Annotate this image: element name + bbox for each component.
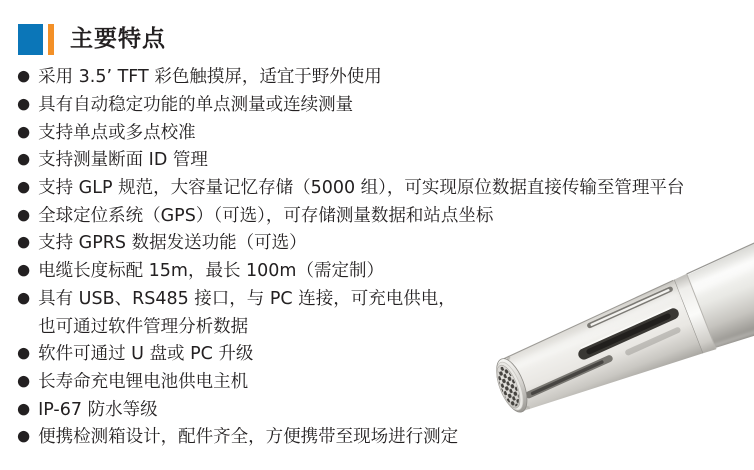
feature-item bbox=[17, 200, 684, 228]
feature-text: 支持单点或多点校准 bbox=[38, 122, 196, 143]
feature-text: 支持 GPRS 数据发送功能（可选） bbox=[38, 233, 307, 254]
feature-text: 支持测量断面 ID 管理 bbox=[38, 150, 208, 171]
feature-text: 长寿命充电锂电池供电主机 bbox=[38, 371, 249, 392]
bullet-icon: ● bbox=[17, 426, 31, 445]
bullet-icon: ● bbox=[17, 371, 31, 390]
bullet-icon: ● bbox=[17, 343, 31, 362]
feature-item bbox=[17, 117, 684, 145]
section-title: 主要特点 bbox=[70, 26, 166, 52]
feature-item bbox=[17, 228, 684, 256]
bullet-icon: ● bbox=[17, 122, 31, 141]
feature-item bbox=[17, 256, 684, 284]
feature-list bbox=[17, 62, 684, 450]
feature-text: IP-67 防水等级 bbox=[38, 399, 158, 420]
bullet-icon: ● bbox=[17, 288, 31, 307]
feature-text: 软件可通过 U 盘或 PC 升级 bbox=[38, 344, 254, 365]
feature-text: 支持 GLP 规范，大容量记忆存储（5000 组），可实现原位数据直接传输至管理平台 bbox=[38, 178, 685, 199]
feature-text: 也可通过软件管理分析数据 bbox=[38, 316, 249, 337]
feature-text: 具有 USB、RS485 接口，与 PC 连接，可充电供电， bbox=[38, 288, 456, 309]
feature-item bbox=[17, 90, 684, 118]
feature-item bbox=[17, 284, 684, 312]
feature-text: 便携检测箱设计，配件齐全，方便携带至现场进行测定 bbox=[38, 427, 459, 448]
feature-text: 电缆长度标配 15m，最长 100m（需定制） bbox=[38, 261, 384, 282]
feature-item-continuation bbox=[17, 311, 684, 339]
feature-item bbox=[17, 62, 684, 90]
section-header bbox=[18, 24, 166, 55]
probe-shaft bbox=[682, 212, 754, 357]
bullet-icon: ● bbox=[17, 232, 31, 251]
feature-text: 具有自动稳定功能的单点测量或连续测量 bbox=[38, 95, 354, 116]
bullet-icon: ● bbox=[17, 149, 31, 168]
feature-item bbox=[17, 173, 684, 201]
bullet-icon: ● bbox=[17, 177, 31, 196]
feature-text: 采用 3.5’ TFT 彩色触摸屏，适宜于野外使用 bbox=[38, 67, 382, 88]
accent-bar-icon bbox=[48, 24, 54, 55]
feature-item bbox=[17, 339, 684, 367]
bullet-icon: ● bbox=[17, 94, 31, 113]
feature-item bbox=[17, 394, 684, 422]
feature-item bbox=[17, 422, 684, 450]
accent-square-icon bbox=[18, 24, 43, 55]
bullet-icon: ● bbox=[17, 66, 31, 85]
bullet-icon: ● bbox=[17, 205, 31, 224]
bullet-icon: ● bbox=[17, 399, 31, 418]
feature-item bbox=[17, 145, 684, 173]
feature-text: 全球定位系统（GPS）（可选），可存储测量数据和站点坐标 bbox=[38, 205, 494, 226]
feature-item bbox=[17, 367, 684, 395]
bullet-icon: ● bbox=[17, 260, 31, 279]
